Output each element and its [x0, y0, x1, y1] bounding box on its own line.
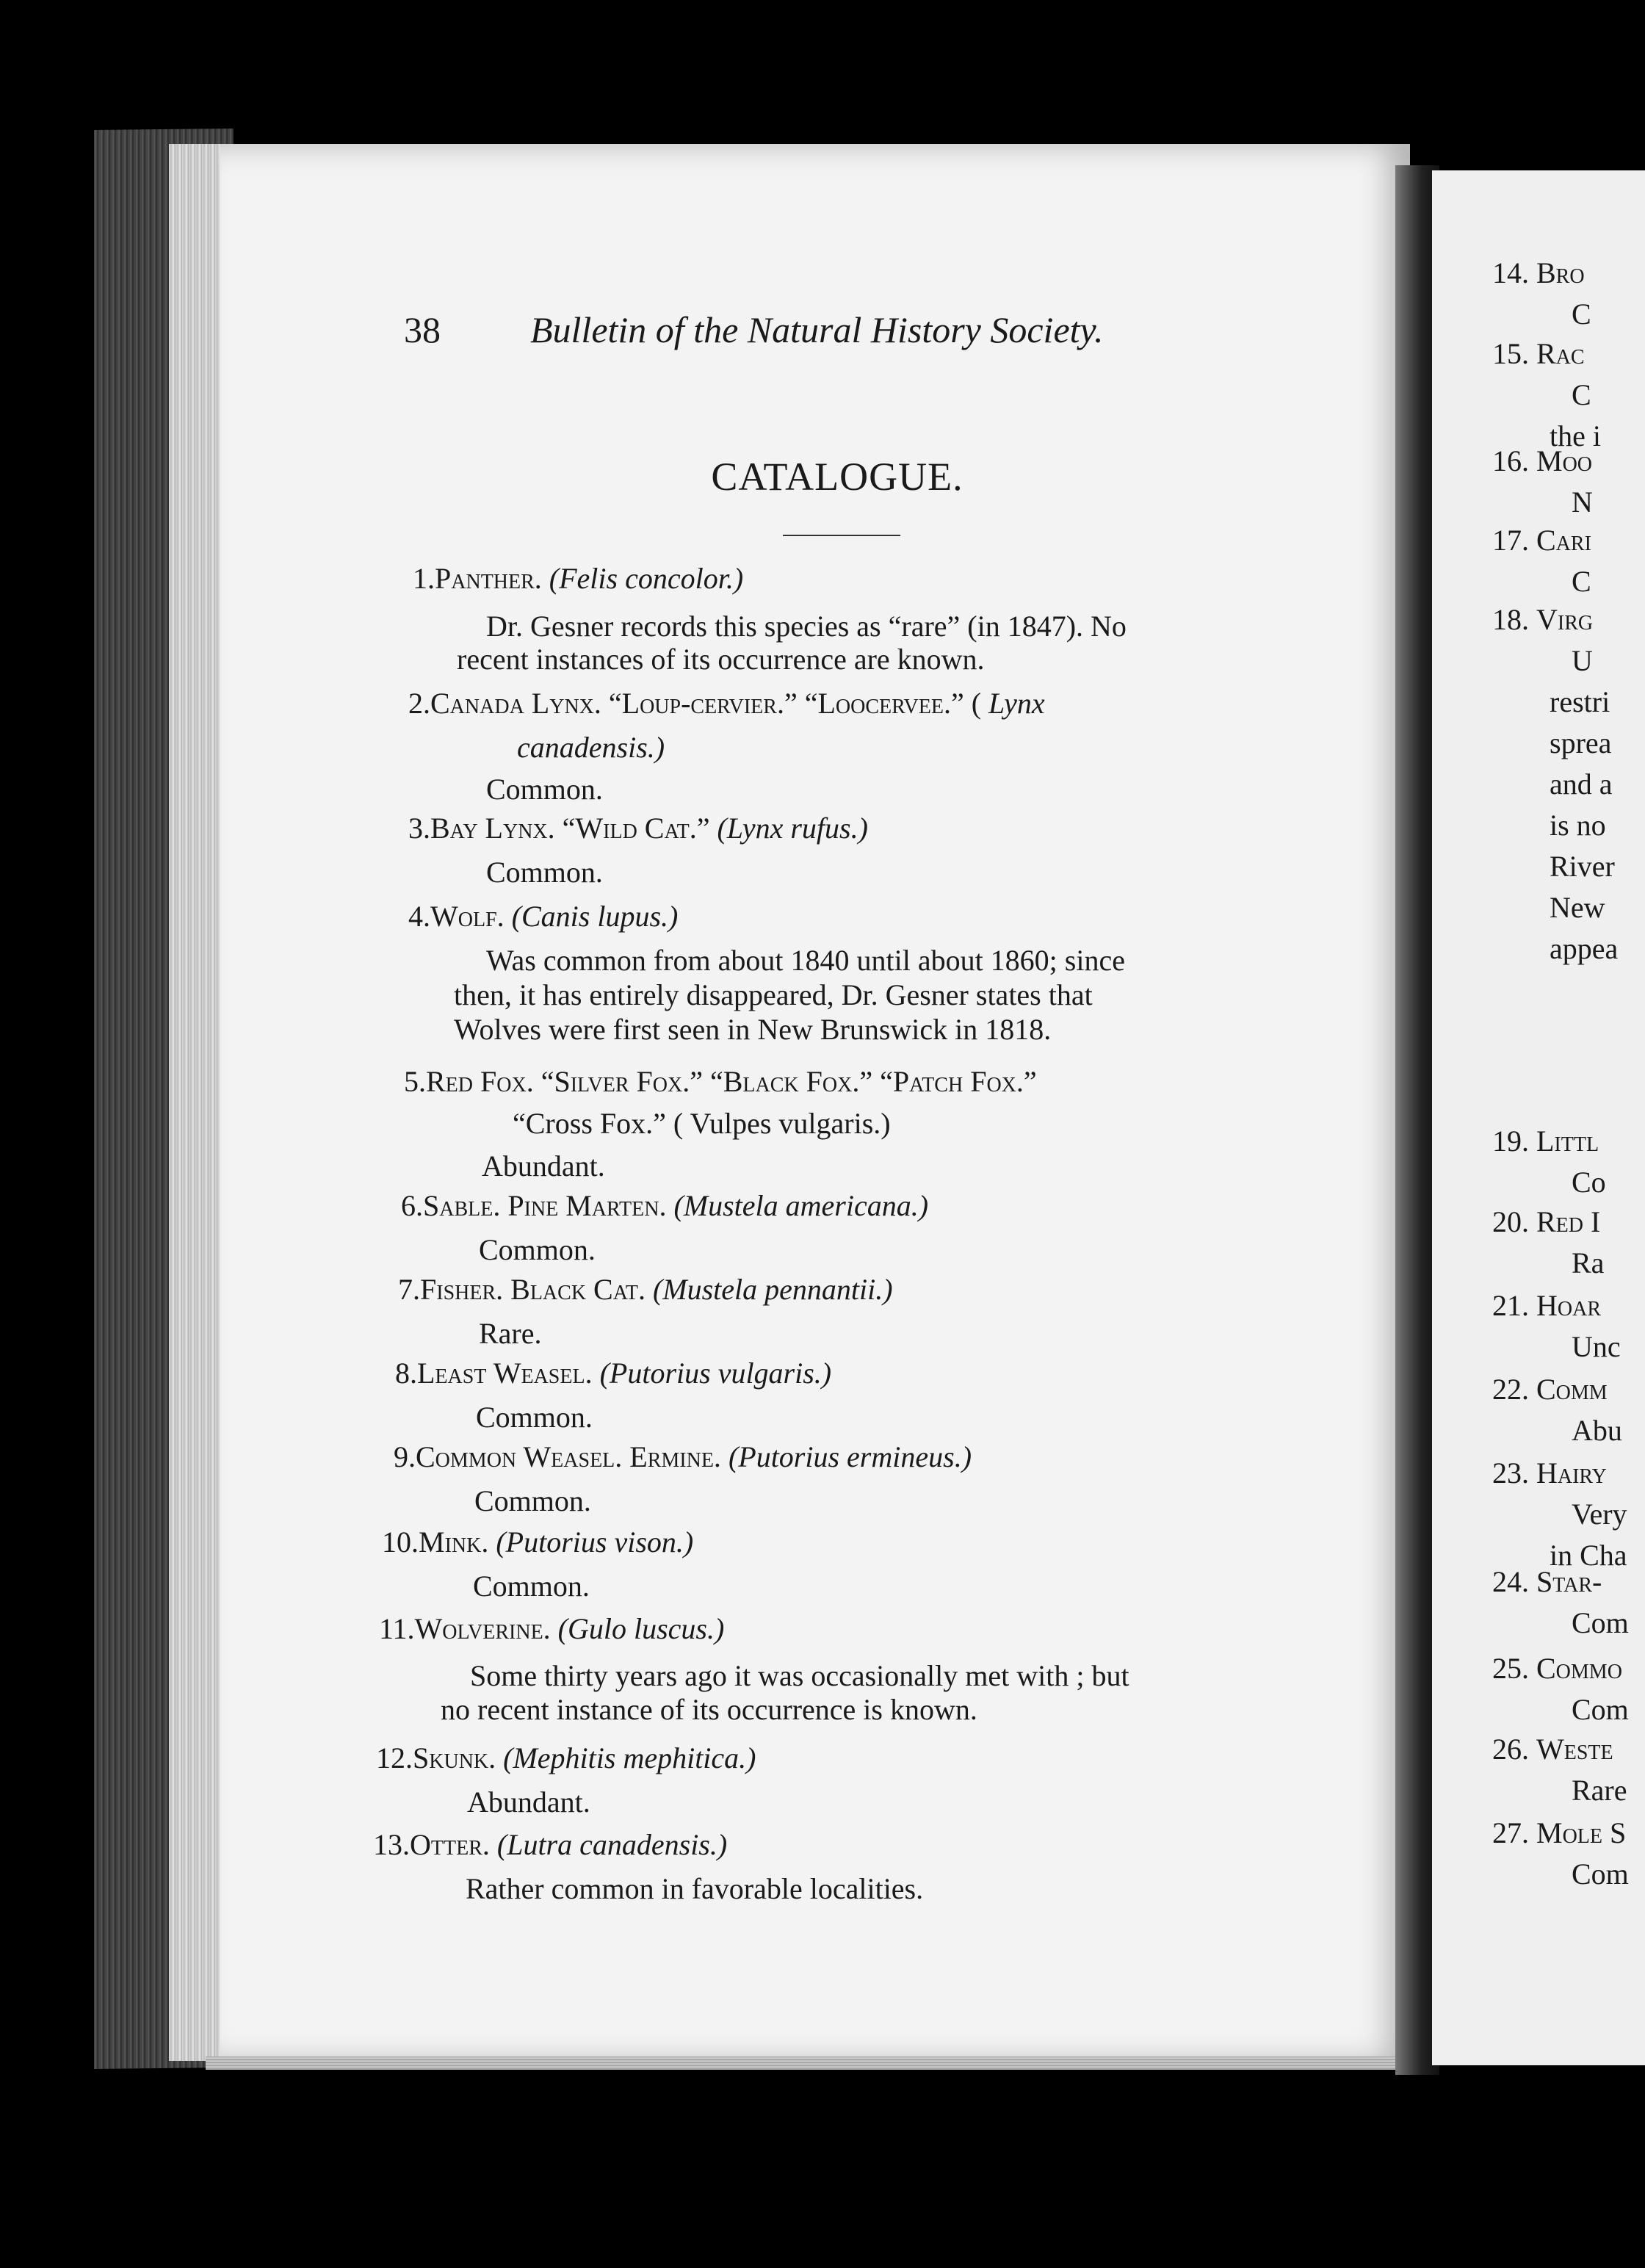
- common-name: Commo: [1536, 1652, 1622, 1685]
- entry-note: then, it has entirely disappeared, Dr. Gesner states that: [454, 978, 1093, 1011]
- right-entry-line: Ra: [1572, 1246, 1605, 1279]
- entry-number: 1.: [413, 562, 435, 595]
- right-entry-line: C: [1572, 565, 1591, 598]
- entry-number: 5.: [404, 1065, 426, 1098]
- entry-number: 2.: [408, 687, 430, 720]
- entry-number: 15.: [1492, 337, 1536, 370]
- right-entry-heading: [1492, 602, 1593, 637]
- common-name: Red Fox. “Silver Fox.” “Black Fox.” “Patch Fox.”: [426, 1065, 1037, 1098]
- right-entry-line: is no: [1550, 809, 1606, 842]
- right-entry-line: and a: [1550, 768, 1613, 801]
- page-header: [404, 308, 1359, 367]
- common-name: Skunk.: [413, 1741, 504, 1774]
- entry-number: 17.: [1492, 524, 1536, 557]
- entry-number: 7.: [398, 1273, 420, 1306]
- catalogue-entry: [413, 558, 743, 599]
- scientific-name: (Putorius vison.): [496, 1525, 694, 1559]
- scientific-name: (Mephitis mephitica.): [503, 1741, 756, 1774]
- right-entry-line: sprea: [1550, 726, 1612, 759]
- entry-number: 20.: [1492, 1205, 1536, 1238]
- entry-note: recent instances of its occurrence are known.: [457, 643, 985, 676]
- catalogue-entry: [408, 896, 678, 936]
- right-entry-line: U: [1572, 644, 1593, 677]
- right-entry-line: in Cha: [1550, 1539, 1627, 1572]
- right-entry-line: Very: [1572, 1498, 1627, 1531]
- right-entry-heading: [1492, 256, 1585, 290]
- entry-note: no recent instance of its occurrence is known.: [441, 1693, 977, 1726]
- entry-note: Abundant.: [467, 1785, 590, 1819]
- entry-number: 13.: [373, 1828, 410, 1861]
- running-title: Bulletin of the Natural History Society.: [530, 309, 1104, 350]
- right-entry-heading: [1492, 1124, 1599, 1158]
- right-entry-line: C: [1572, 297, 1591, 331]
- entry-note: Common.: [476, 1401, 593, 1434]
- entry-number: 16.: [1492, 444, 1536, 477]
- scientific-name: (Putorius vulgaris.): [599, 1357, 832, 1390]
- scientific-name: (Canis lupus.): [511, 900, 679, 933]
- entry-note: Common.: [473, 1570, 590, 1603]
- right-entry-line: restri: [1550, 685, 1610, 718]
- common-name: Hairy: [1536, 1456, 1607, 1489]
- scientific-name: (Gulo luscus.): [557, 1612, 725, 1645]
- scientific-name: (Mustela pennantii.): [652, 1273, 893, 1306]
- scientific-name: (Putorius ermineus.): [728, 1440, 972, 1473]
- catalogue-entry: [376, 1738, 756, 1778]
- scientific-name: Lynx: [988, 687, 1045, 720]
- common-name: Common Weasel. Ermine.: [416, 1440, 728, 1473]
- common-name: Weste: [1536, 1733, 1613, 1766]
- right-entry-line: Abu: [1572, 1414, 1622, 1447]
- common-name: Virg: [1536, 603, 1594, 636]
- right-entry-line: Com: [1572, 1693, 1629, 1726]
- entry-note: “Cross Fox.” ( Vulpes vulgaris.): [513, 1107, 891, 1140]
- right-entry-heading: [1492, 1651, 1622, 1686]
- entry-note: Common.: [486, 773, 603, 806]
- common-name: Bro: [1536, 256, 1585, 289]
- entry-number: 18.: [1492, 603, 1536, 636]
- entry-number: 8.: [395, 1357, 417, 1390]
- right-entry-heading: [1492, 1816, 1626, 1850]
- catalogue-entry: [382, 1522, 693, 1562]
- right-entry-line: Rare: [1572, 1774, 1627, 1807]
- right-entry-line: appea: [1550, 932, 1619, 965]
- entry-number: 26.: [1492, 1733, 1536, 1766]
- common-name: Cari: [1536, 524, 1591, 557]
- entry-note: Some thirty years ago it was occasionally met with ; but: [470, 1659, 1129, 1692]
- page-number: 38: [404, 309, 441, 350]
- entry-note: Wolves were first seen in New Brunswick in 1818.: [454, 1013, 1052, 1046]
- common-name: Sable. Pine Marten.: [423, 1189, 674, 1222]
- entry-number: 4.: [408, 900, 430, 933]
- entry-number: 14.: [1492, 256, 1536, 289]
- catalogue-entry: [373, 1824, 727, 1865]
- common-name: Littl: [1536, 1124, 1599, 1158]
- entry-number: 3.: [408, 812, 430, 845]
- common-name: Mole S: [1536, 1816, 1627, 1849]
- entry-note: Dr. Gesner records this species as “rare” (in 1847). No: [486, 610, 1127, 643]
- entry-number: 27.: [1492, 1816, 1536, 1849]
- right-entry-heading: [1492, 1372, 1608, 1406]
- catalogue-title: CATALOGUE.: [711, 455, 964, 499]
- common-name: Moo: [1536, 444, 1593, 477]
- catalogue-entry: [398, 1269, 893, 1310]
- entry-note: canadensis.): [517, 731, 665, 764]
- catalogue-entry: [404, 1061, 1037, 1102]
- right-entry-line: Unc: [1572, 1330, 1621, 1363]
- catalogue-entry: [401, 1185, 928, 1226]
- entry-number: 24.: [1492, 1565, 1536, 1598]
- common-name: Bay Lynx. “Wild Cat.”: [430, 812, 717, 845]
- common-name: Fisher. Black Cat.: [420, 1273, 653, 1306]
- common-name: Comm: [1536, 1373, 1608, 1406]
- common-name: Panther.: [435, 562, 549, 595]
- scientific-name: (Mustela americana.): [673, 1189, 929, 1222]
- right-entry-line: N: [1572, 485, 1593, 519]
- right-entry-line: C: [1572, 378, 1591, 411]
- right-entry-heading: [1492, 1205, 1600, 1239]
- right-entry-line: Co: [1572, 1166, 1606, 1199]
- entry-number: 9.: [394, 1440, 416, 1473]
- entry-number: 11.: [379, 1612, 415, 1645]
- common-name: Least Weasel.: [417, 1357, 600, 1390]
- catalogue-entry: [394, 1437, 972, 1477]
- common-name: Canada Lynx. “Loup-cervier.” “Loocervee.” (: [430, 687, 989, 720]
- right-entry-heading: [1492, 1732, 1613, 1766]
- right-entry-line: Com: [1572, 1857, 1629, 1890]
- entry-number: 25.: [1492, 1652, 1536, 1685]
- page-bottom-edges: [206, 2056, 1395, 2070]
- entry-note: Rare.: [479, 1317, 542, 1350]
- right-entry-heading: [1492, 1456, 1607, 1490]
- catalogue-entry: [408, 808, 868, 848]
- catalogue-entry: [379, 1608, 724, 1649]
- entry-note: Common.: [486, 856, 603, 889]
- right-entry-line: River: [1550, 850, 1615, 883]
- common-name: Rac: [1536, 337, 1585, 370]
- common-name: Hoar: [1536, 1289, 1602, 1322]
- common-name: Mink.: [419, 1525, 496, 1559]
- scientific-name: (Lutra canadensis.): [496, 1828, 728, 1861]
- entry-number: 23.: [1492, 1456, 1536, 1489]
- entry-note: Rather common in favorable localities.: [466, 1872, 924, 1905]
- scientific-name: (Felis concolor.): [549, 562, 744, 595]
- entry-note: Abundant.: [482, 1149, 605, 1182]
- entry-note: Common.: [474, 1484, 591, 1517]
- right-entry-heading: [1492, 1564, 1602, 1599]
- right-entry-heading: [1492, 1288, 1601, 1323]
- entry-number: 21.: [1492, 1289, 1536, 1322]
- scientific-name: (Lynx rufus.): [717, 812, 868, 845]
- entry-number: 6.: [401, 1189, 423, 1222]
- title-rule: [783, 535, 900, 536]
- common-name: Red I: [1536, 1205, 1601, 1238]
- entry-note: Was common from about 1840 until about 1860; since: [486, 944, 1125, 977]
- right-entry-line: New: [1550, 891, 1605, 924]
- right-entry-heading: [1492, 523, 1591, 557]
- common-name: Wolverine.: [414, 1612, 558, 1645]
- right-entry-line: the i: [1550, 419, 1601, 452]
- entry-number: 19.: [1492, 1124, 1536, 1158]
- common-name: Otter.: [410, 1828, 497, 1861]
- catalogue-entry: [408, 683, 1045, 723]
- common-name: Wolf.: [430, 900, 512, 933]
- common-name: Star-: [1536, 1565, 1602, 1598]
- entry-number: 22.: [1492, 1373, 1536, 1406]
- entry-number: 10.: [382, 1525, 419, 1559]
- entry-number: 12.: [376, 1741, 413, 1774]
- entry-note: Common.: [479, 1233, 596, 1266]
- catalogue-entry: [395, 1353, 831, 1393]
- right-entry-line: Com: [1572, 1606, 1629, 1639]
- right-entry-heading: [1492, 336, 1585, 371]
